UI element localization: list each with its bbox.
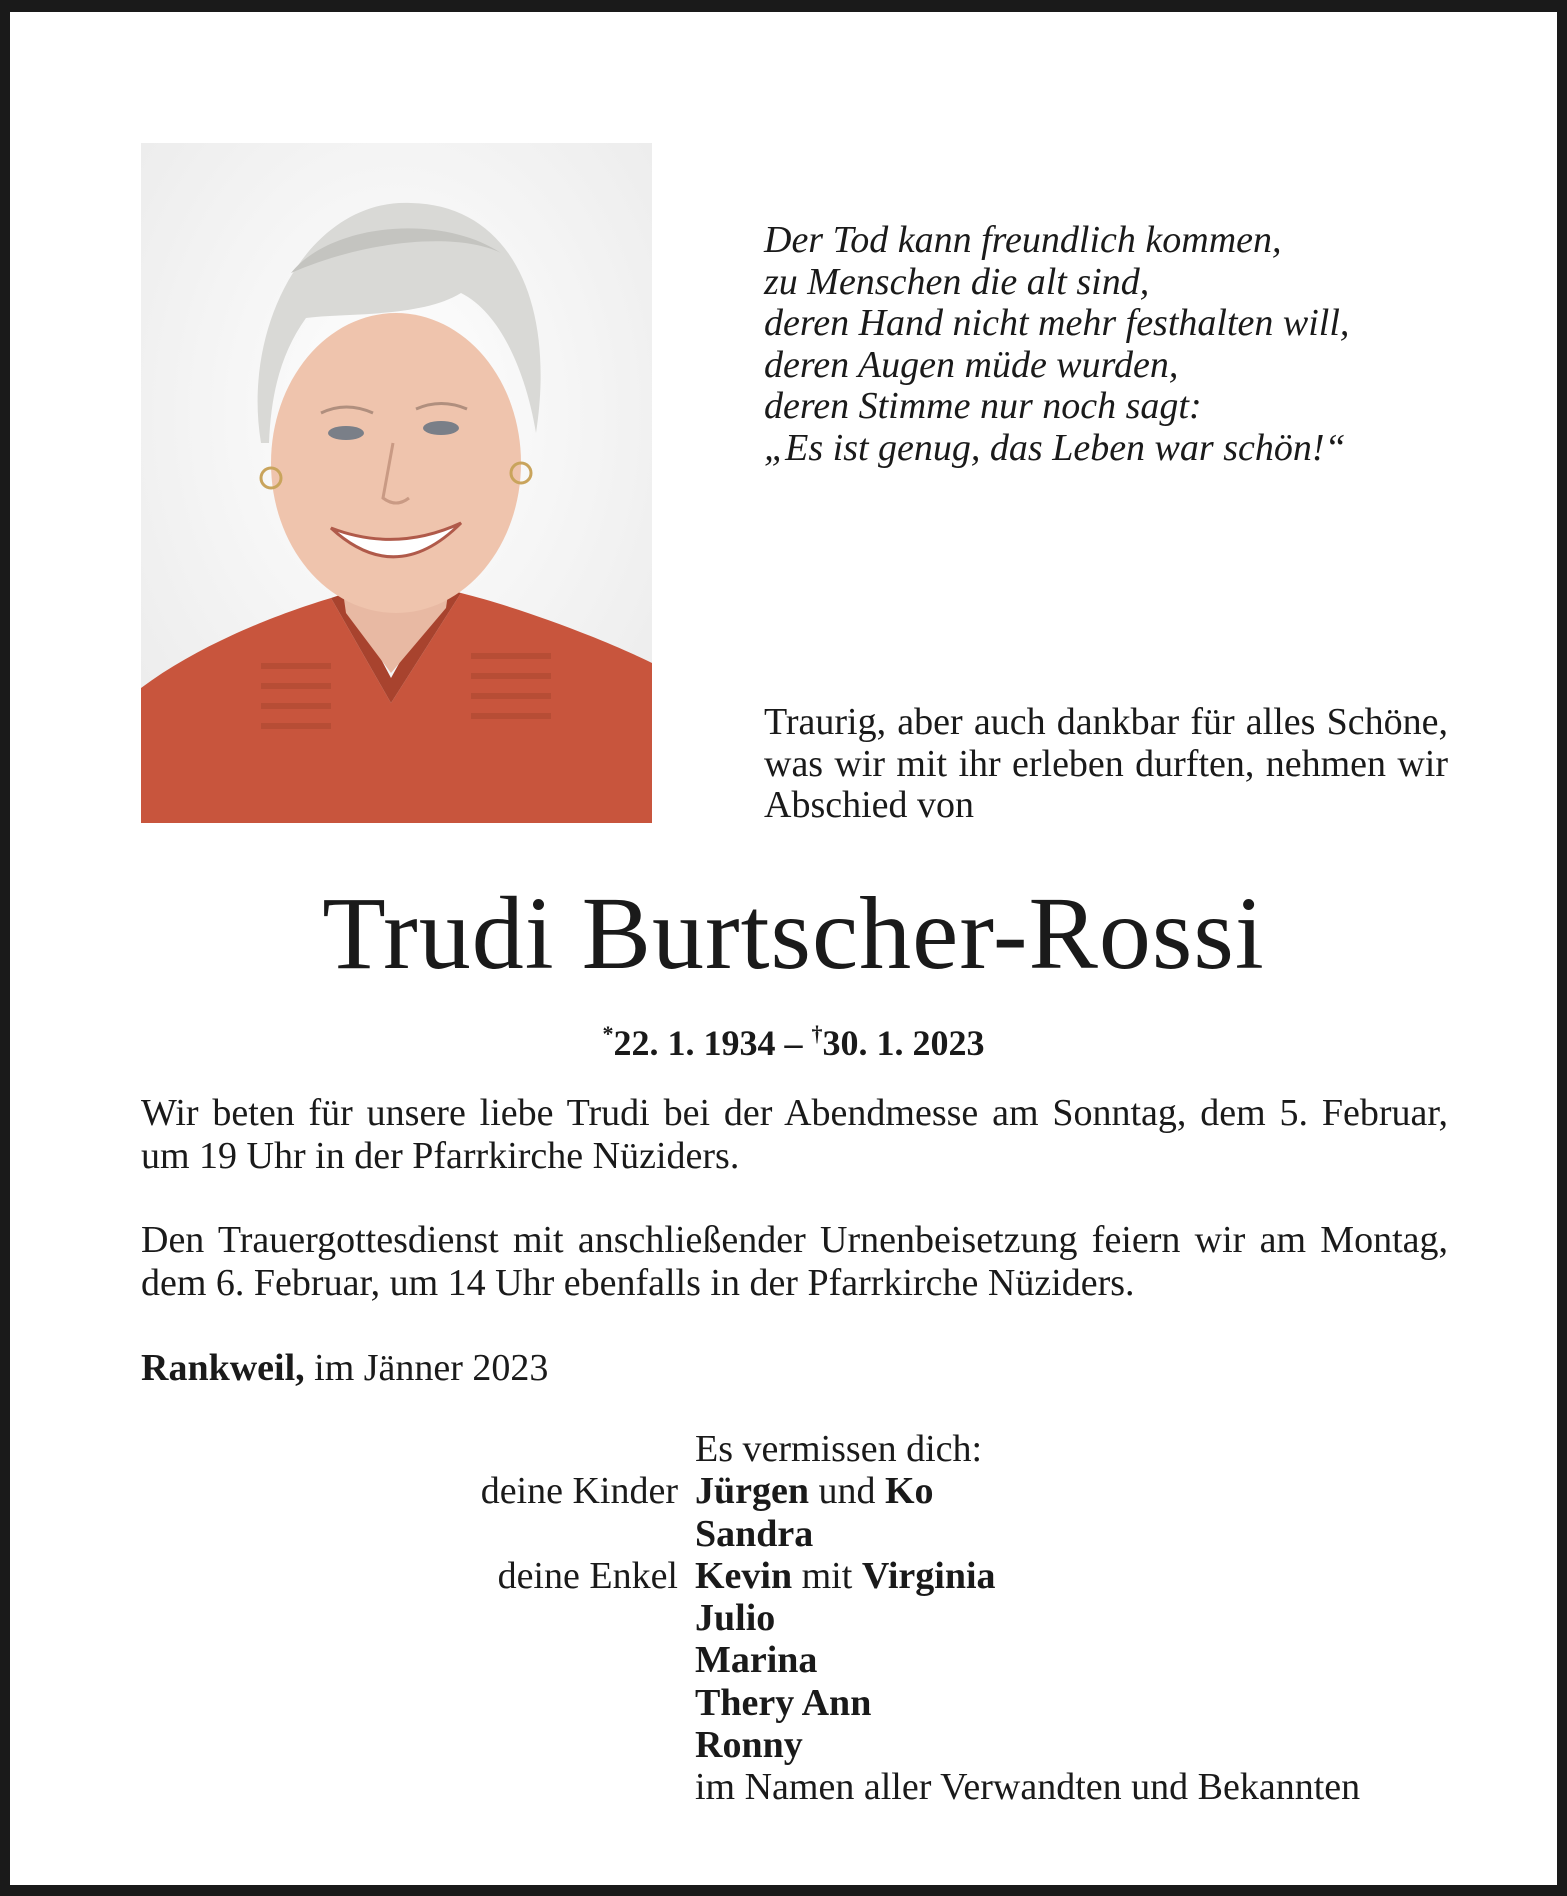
mourner-name: Marina xyxy=(695,1639,818,1682)
mourners-footer-row xyxy=(10,1766,1567,1808)
death-symbol: † xyxy=(811,1021,823,1046)
list-item xyxy=(10,1682,1567,1724)
grandchildren-label: deine Enkel xyxy=(497,1554,678,1597)
poem-line: deren Stimme nur noch sagt: xyxy=(764,385,1202,427)
mourner-name: Ronny xyxy=(695,1724,803,1767)
mourners-footer: im Namen aller Verwandten und Bekannten xyxy=(695,1766,1361,1809)
mourner-name: Jürgen xyxy=(695,1470,809,1513)
birth-date: 22. 1. 1934 xyxy=(613,1023,776,1063)
date-separator: – xyxy=(775,1023,812,1063)
list-item xyxy=(10,1724,1567,1766)
deceased-name: Trudi Burtscher-Rossi xyxy=(322,876,1265,991)
poem-line: deren Hand nicht mehr festhalten will, xyxy=(764,302,1350,344)
list-item xyxy=(10,1470,1567,1512)
mourners-heading-row xyxy=(10,1428,1567,1470)
mourner-connector: mit xyxy=(792,1554,862,1597)
portrait-photo xyxy=(141,143,652,823)
mourners-heading: Es vermissen dich: xyxy=(695,1428,983,1470)
mourner-connector: und xyxy=(809,1470,885,1513)
intro-text: Traurig, aber auch dankbar für alles Schöne, was wir mit ihr erleben durften, nehmen wir Abschied von xyxy=(764,701,1448,826)
mourners-list xyxy=(10,1428,1567,1809)
life-dates xyxy=(10,1012,1567,1065)
place-city: Rankweil, xyxy=(141,1347,305,1389)
poem-line: „Es ist genug, das Leben war schön!“ xyxy=(764,426,1346,469)
poem-line: zu Menschen die alt sind, xyxy=(764,260,1150,303)
place-date-text: im Jänner 2023 xyxy=(304,1347,549,1389)
poem xyxy=(764,220,1464,469)
place-date xyxy=(141,1347,548,1389)
mass-announcement: Wir beten für unsere liebe Trudi bei der Abendmesse am Sonntag, dem 5. Februar, um 19 Uhr in der Pfarrkirche Nüziders. xyxy=(141,1092,1448,1177)
portrait-photo-icon xyxy=(141,143,652,823)
mourner-name: Kevin xyxy=(695,1554,793,1597)
poem-line: deren Augen müde wurden, xyxy=(764,343,1179,386)
mourner-name: Thery Ann xyxy=(695,1681,872,1724)
mourner-name: Sandra xyxy=(695,1512,814,1555)
death-date: 30. 1. 2023 xyxy=(822,1023,985,1063)
mourner-name: Julio xyxy=(695,1597,776,1640)
mourner-partner: Virginia xyxy=(861,1554,996,1597)
poem-line: Der Tod kann freundlich kommen, xyxy=(764,219,1282,261)
birth-symbol: * xyxy=(602,1021,614,1046)
list-item xyxy=(10,1639,1567,1681)
list-item xyxy=(10,1555,1567,1597)
mourner-partner: Ko xyxy=(885,1470,934,1513)
funeral-announcement: Den Trauergottesdienst mit anschließender Urnenbeisetzung feiern wir am Montag, dem 6. Februar, um 14 Uhr ebenfalls in der Pfarrkirche Nüziders. xyxy=(141,1219,1448,1304)
list-item xyxy=(10,1513,1567,1555)
children-label: deine Kinder xyxy=(480,1470,678,1513)
list-item xyxy=(10,1597,1567,1639)
